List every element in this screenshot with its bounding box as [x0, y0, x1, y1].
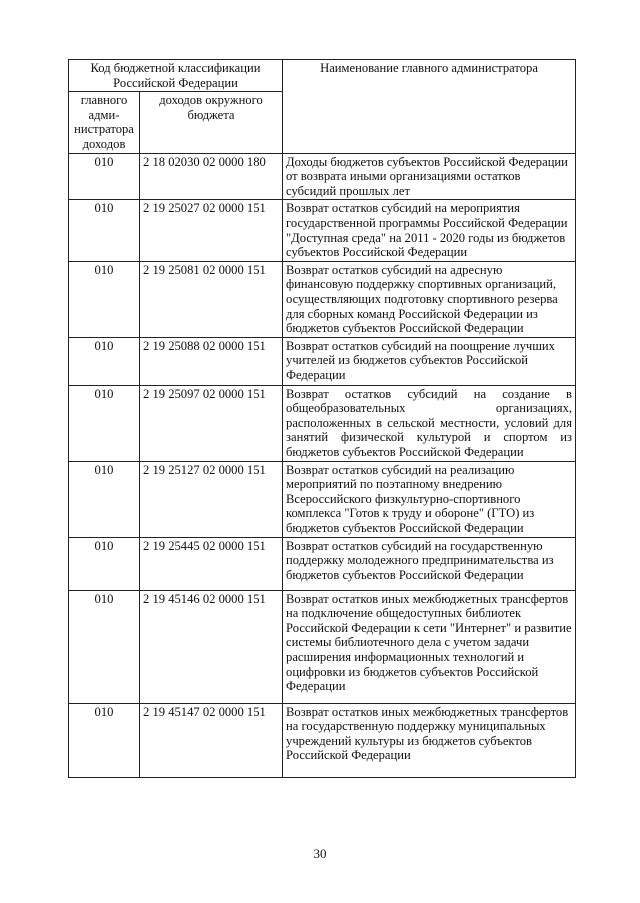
admin-code-cell: 010: [69, 385, 140, 461]
table-row: [69, 703, 576, 777]
table-row: [69, 337, 576, 385]
administrator-name-cell: Возврат остатков субсидий на мероприятия государственной программы Российской Федерации "Доступная среда" на 2011 - 2020 годы из бюджетов субъектов Российской Федерации: [283, 200, 576, 261]
table-row: [69, 261, 576, 337]
header-district-revenue: доходов окружного бюджета: [140, 92, 283, 153]
admin-code-cell: 010: [69, 337, 140, 385]
administrator-name-cell: Возврат остатков субсидий на создание в общеобразовательных организациях, расположенных в сельской местности, условий для занятий физической культурой и спортом из бюджетов субъектов Российской Федерации: [283, 385, 576, 461]
administrator-name-cell: Возврат остатков субсидий на адресную финансовую поддержку спортивных организаций, осуществляющих подготовку спортивного резерва для сборных команд Российской Федерации из бюджетов субъектов Российской Федерации: [283, 261, 576, 337]
table-row: [69, 537, 576, 590]
admin-code-cell: 010: [69, 200, 140, 261]
budget-code-cell: 2 19 45146 02 0000 151: [140, 590, 283, 703]
budget-code-cell: 2 19 25081 02 0000 151: [140, 261, 283, 337]
table-row: [69, 200, 576, 261]
budget-code-cell: 2 19 25097 02 0000 151: [140, 385, 283, 461]
admin-code-cell: 010: [69, 461, 140, 537]
budget-classification-table: [68, 59, 576, 778]
administrator-name-cell: Возврат остатков иных межбюджетных трансфертов на государственную поддержку муниципальных учреждений культуры из бюджетов субъектов Российской Федерации: [283, 703, 576, 777]
admin-code-cell: 010: [69, 153, 140, 200]
budget-code-cell: 2 19 45147 02 0000 151: [140, 703, 283, 777]
administrator-name-cell: Возврат остатков субсидий на реализацию мероприятий по поэтапному внедрению Всероссийского физкультурно-спортивного комплекса "Готов к труду и обороне" (ГТО) из бюджетов субъектов Российской Федерации: [283, 461, 576, 537]
admin-code-cell: 010: [69, 261, 140, 337]
header-code-group: Код бюджетной классификации Российской Федерации: [69, 60, 283, 92]
administrator-name-cell: Возврат остатков субсидий на государственную поддержку молодежного предпринимательства из бюджетов субъектов Российской Федерации: [283, 537, 576, 590]
admin-code-cell: 010: [69, 703, 140, 777]
budget-code-cell: 2 19 25127 02 0000 151: [140, 461, 283, 537]
admin-code-cell: 010: [69, 590, 140, 703]
budget-code-cell: 2 19 25445 02 0000 151: [140, 537, 283, 590]
header-administrator-name: Наименование главного администратора: [283, 60, 576, 154]
table-header-row: [69, 60, 576, 92]
budget-code-cell: 2 19 25088 02 0000 151: [140, 337, 283, 385]
budget-code-cell: 2 19 25027 02 0000 151: [140, 200, 283, 261]
table-row: [69, 385, 576, 461]
administrator-name-cell: Возврат остатков субсидий на поощрение лучших учителей из бюджетов субъектов Российской Федерации: [283, 337, 576, 385]
table-row: [69, 461, 576, 537]
budget-code-cell: 2 18 02030 02 0000 180: [140, 153, 283, 200]
administrator-name-cell: Возврат остатков иных межбюджетных трансфертов на подключение общедоступных библиотек Российской Федерации к сети "Интернет" и развитие системы библиотечного дела с учетом задачи расширения информационных технологий и оцифровки из бюджетов субъектов Российской Федерации: [283, 590, 576, 703]
table-row: [69, 590, 576, 703]
header-main-administrator: главного адми-нистратора доходов: [69, 92, 140, 153]
admin-code-cell: 010: [69, 537, 140, 590]
administrator-name-cell: Доходы бюджетов субъектов Российской Федерации от возврата иными организациями остатков субсидий прошлых лет: [283, 153, 576, 200]
table-row: [69, 153, 576, 200]
page-number: 30: [313, 846, 327, 861]
